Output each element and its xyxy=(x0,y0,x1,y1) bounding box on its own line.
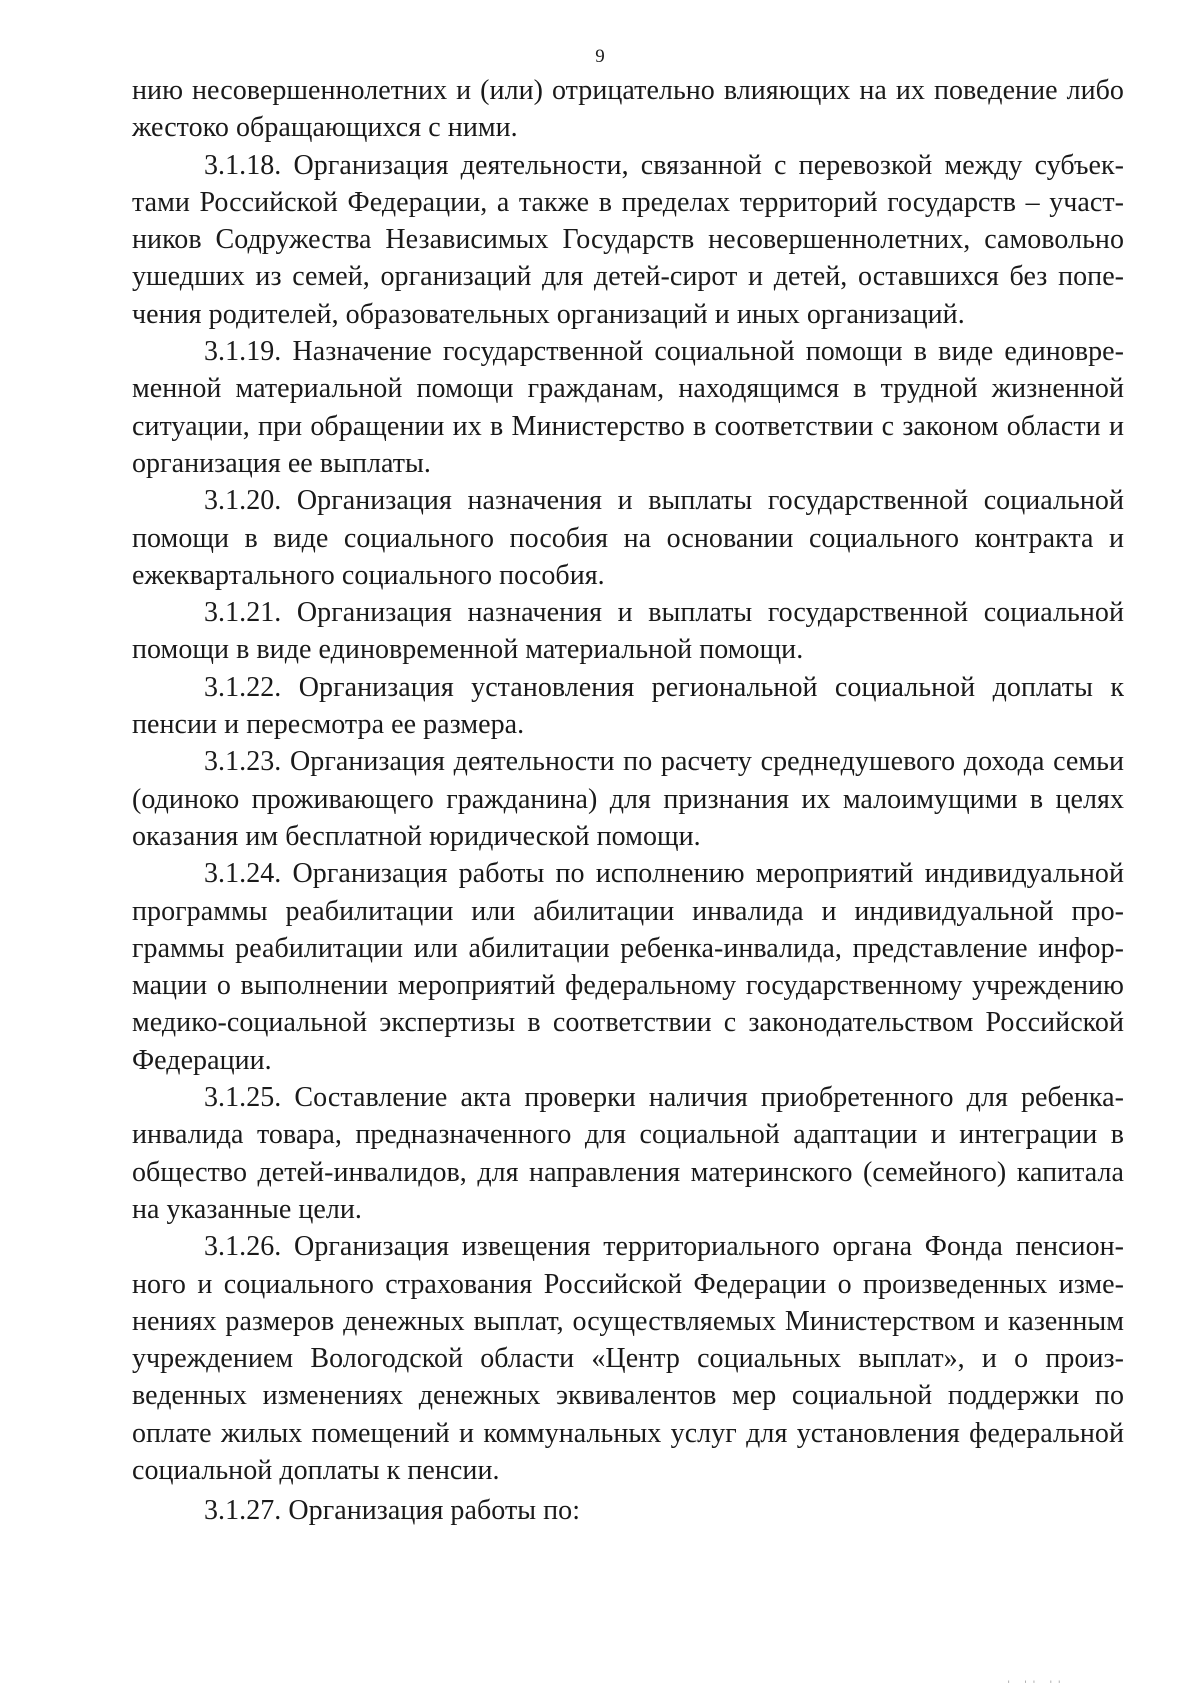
page-number: 9 xyxy=(595,46,605,67)
paragraph-3-1-25: 3.1.25. Составление акта проверки наличия приобретенного для ребенка-инвалида товара, предназначенного для социальной адаптации и интеграции в общество детей-инвалидов, для направления материнского (семейного) капитала на указанные цели. xyxy=(132,1082,1124,1225)
paragraph-3-1-23: 3.1.23. Организация деятельности по расчету среднедушевого дохода семьи (одиноко проживающего гражданина) для признания их малоимущими в целях оказания им бесплатной юридической помощи. xyxy=(132,746,1124,852)
scan-edge-mark: ' '' '' xyxy=(1006,1680,1065,1690)
paragraph-3-1-20: 3.1.20. Организация назначения и выплаты государственной социальной помощи в виде социального пособия на основании социального контракта и ежеквартального социального пособия. xyxy=(132,485,1124,591)
document-body xyxy=(132,72,1124,1530)
paragraph-continuation: нию несовершеннолетних и (или) отрицательно влияющих на их поведение либо жестоко обращающихся с ними. xyxy=(132,75,1124,144)
paragraph-3-1-19: 3.1.19. Назначение государственной социальной помощи в виде единовременной материальной помощи гражданам, находящимся в трудной жизненной ситуации, при обращении их в Министерство в соответствии с законом области и организация ее выплаты. xyxy=(132,336,1124,479)
paragraph-3-1-24: 3.1.24. Организация работы по исполнению мероприятий индивидуальной программы реабилитации или абилитации инвалида и индивидуальной программы реабилитации или абилитации ребенка-инвалида, представление информации о выполнении мероприятий федеральному государственному учреждению медико-социальной экспертизы в соответствии с законодательством Российской Федерации. xyxy=(132,858,1124,1076)
paragraph-3-1-18: 3.1.18. Организация деятельности, связанной с перевозкой между субъектами Российской Федерации, а также в пределах территорий государств – участников Содружества Независимых Государств несовершеннолетних, самовольно ушедших из семей, организаций для детей-сирот и детей, оставшихся без попечения родителей, образовательных организаций и иных организаций. xyxy=(132,149,1124,330)
paragraph-3-1-26: 3.1.26. Организация извещения территориального органа Фонда пенсионного и социального страхования Российской Федерации о произведенных изменениях размеров денежных выплат, осуществляемых Министерством и казенным учреждением Вологодской области «Центр социальных выплат», и о произведенных изменениях денежных эквивалентов мер социальной поддержки по оплате жилых помещений и коммунальных услуг для установления федеральной социальной доплаты к пенсии. xyxy=(132,1231,1124,1486)
paragraph-3-1-27: 3.1.27. Организация работы по: xyxy=(204,1495,581,1527)
paragraph-3-1-21: 3.1.21. Организация назначения и выплаты государственной социальной помощи в виде единовременной материальной помощи. xyxy=(132,597,1124,666)
paragraph-3-1-22: 3.1.22. Организация установления региональной социальной доплаты к пенсии и пересмотра ее размера. xyxy=(132,671,1124,741)
